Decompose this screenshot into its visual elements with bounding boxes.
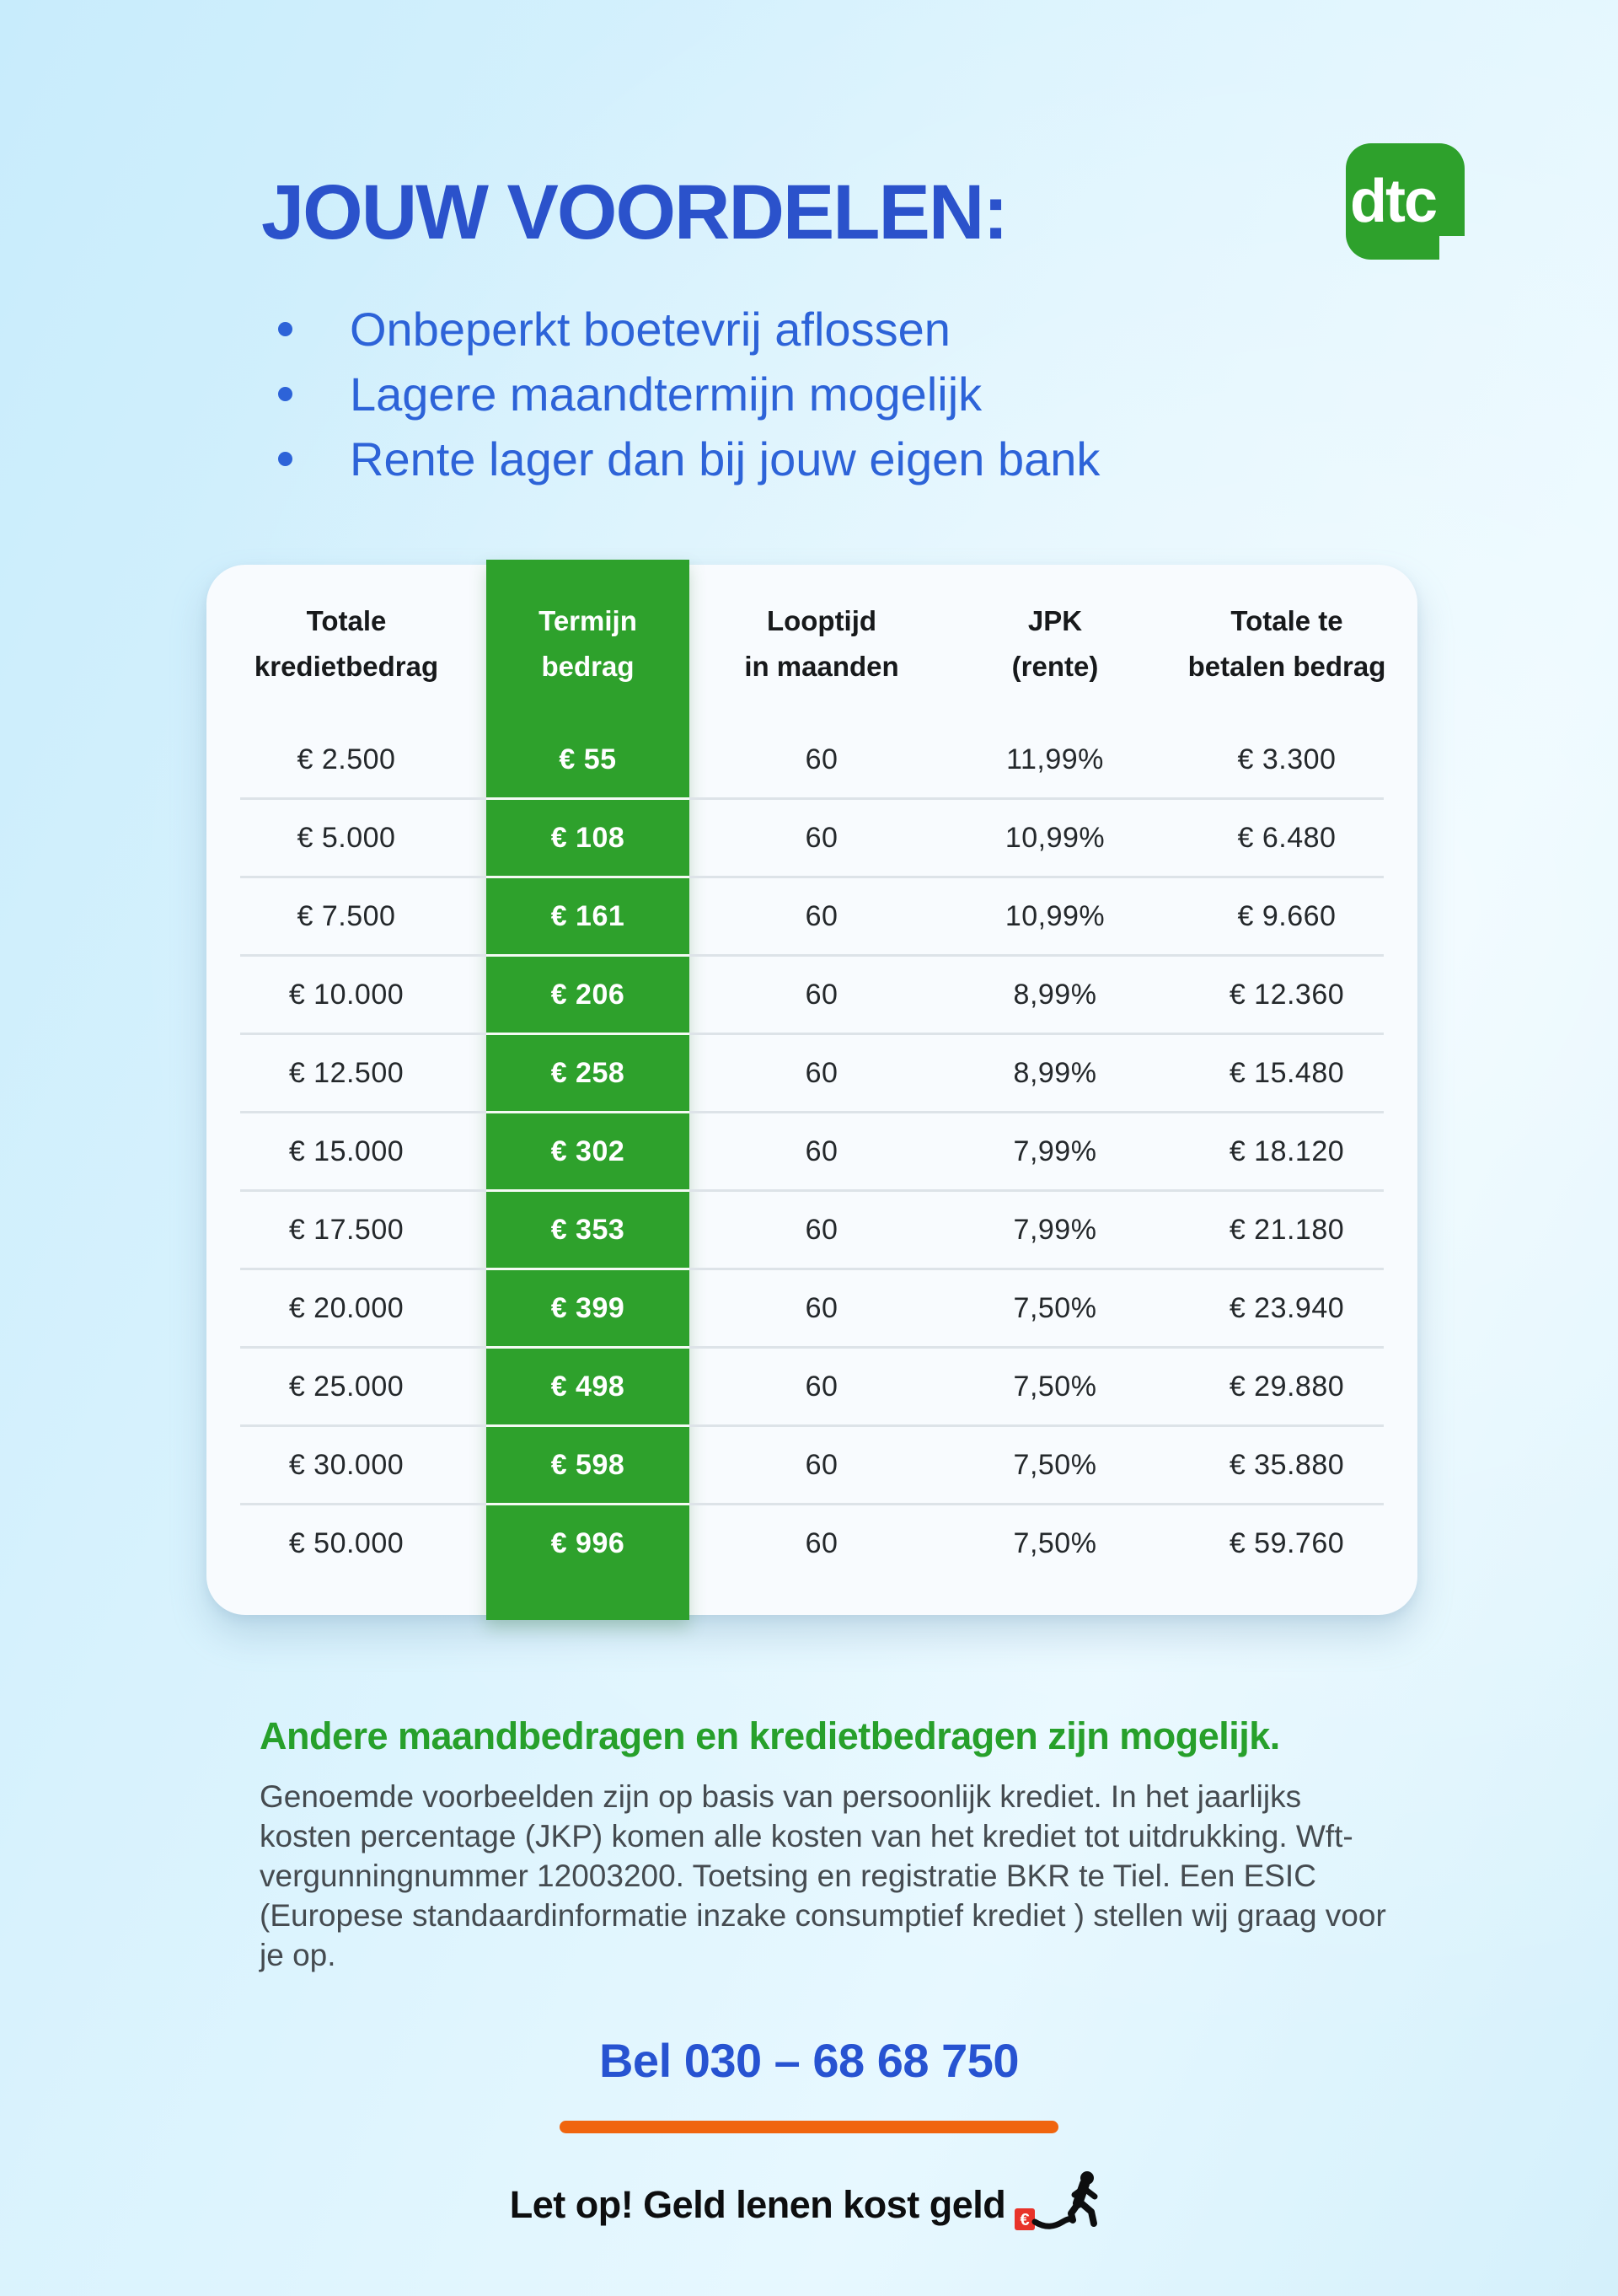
header-cell-totaal: Totale te betalen bedrag [1187, 605, 1386, 682]
table-cell: € 35.880 [1229, 1448, 1345, 1481]
table-cell: € 9.660 [1237, 899, 1337, 932]
header-cell-jkp: JPK (rente) [1011, 605, 1099, 682]
table-cell: € 2.500 [297, 743, 396, 775]
note-heading: Andere maandbedragen en kredietbedragen zijn mogelijk. [260, 1714, 1280, 1757]
table-cell: € 59.760 [1229, 1526, 1345, 1559]
table-cell: € 25.000 [288, 1370, 404, 1403]
table-cell: 60 [805, 1526, 838, 1559]
page-title: JOUW VOORDELEN: [261, 169, 1007, 255]
table-cell: € 996 [550, 1526, 625, 1559]
table-cell: € 18.120 [1229, 1135, 1345, 1167]
table-cell: € 15.480 [1229, 1056, 1345, 1089]
table-cell: 60 [805, 821, 838, 854]
table-row [206, 1113, 1417, 1189]
dtc-logo-text: dtc [1350, 168, 1436, 235]
table-cell: 60 [805, 978, 838, 1011]
benefit-label: Onbeperkt boetevrij aflossen [350, 303, 951, 356]
benefit-label: Rente lager dan bij jouw eigen bank [350, 432, 1101, 485]
table-cell: € 3.300 [1237, 743, 1337, 775]
table-cell: € 302 [550, 1135, 625, 1167]
svg-text:€: € [1020, 2211, 1030, 2229]
table-row [206, 1035, 1417, 1111]
table-row [206, 1192, 1417, 1268]
table-cell: € 258 [550, 1056, 625, 1089]
table-cell: 60 [805, 1448, 838, 1481]
bullet-dot-icon [278, 452, 292, 466]
benefit-item [278, 426, 1100, 491]
table-cell: 7,50% [1013, 1448, 1097, 1481]
benefit-label: Lagere maandtermijn mogelijk [350, 367, 983, 421]
benefit-item [278, 362, 1100, 426]
table-cell: € 206 [550, 978, 625, 1011]
table-cell: 7,99% [1013, 1213, 1097, 1246]
dtc-logo-icon [1346, 143, 1465, 260]
bullet-dot-icon [278, 322, 292, 336]
table-cell: € 50.000 [288, 1526, 404, 1559]
table-row [206, 1270, 1417, 1346]
table-cell: € 7.500 [297, 899, 396, 932]
table-cell: 7,50% [1013, 1291, 1097, 1324]
table-cell: € 17.500 [288, 1213, 404, 1246]
table-cell: 60 [805, 899, 838, 932]
table-cell: € 598 [550, 1448, 625, 1481]
table-cell: 8,99% [1013, 1056, 1097, 1089]
table-row [206, 957, 1417, 1033]
table-cell: 7,50% [1013, 1526, 1097, 1559]
table-row [206, 1349, 1417, 1424]
bullet-dot-icon [278, 387, 292, 401]
note-paragraph: Genoemde voorbeelden zijn op basis van persoonlijk krediet. In het jaarlijks kosten percentage (JKP) komen alle kosten van het krediet tot uitdrukking. Wft-vergunningnummer 12003200. Toetsing en registratie BKR te Tiel. Een ESIC (Europese standaardinformatie inzake consumptief krediet ) stellen wij graag voor je op. [260, 1779, 1386, 1972]
table-cell: € 29.880 [1229, 1370, 1345, 1403]
table-cell: € 498 [550, 1370, 625, 1403]
table-cell: € 30.000 [288, 1448, 404, 1481]
phone-underline-accent [560, 2121, 1058, 2133]
table-cell: € 6.480 [1237, 821, 1337, 854]
table-cell: € 399 [550, 1291, 625, 1324]
rates-table [206, 565, 1417, 1615]
table-cell: € 12.360 [1229, 978, 1345, 1011]
table-row [206, 1505, 1417, 1581]
table-rows [206, 722, 1417, 1581]
header-cell-termijnbedrag: Termijn bedrag [538, 605, 637, 682]
table-cell: 11,99% [1006, 743, 1104, 775]
table-row [206, 722, 1417, 797]
table-cell: € 5.000 [297, 821, 396, 854]
benefit-item [278, 297, 1100, 362]
table-header-row [206, 565, 1417, 722]
table-row [206, 878, 1417, 954]
table-cell: € 353 [550, 1213, 625, 1246]
table-cell: € 12.500 [288, 1056, 404, 1089]
table-cell: 7,99% [1013, 1135, 1097, 1167]
table-cell: 60 [805, 743, 838, 775]
table-cell: € 55 [559, 743, 617, 775]
table-cell: 60 [805, 1056, 838, 1089]
table-cell: € 10.000 [288, 978, 404, 1011]
table-cell: 60 [805, 1135, 838, 1167]
table-row [206, 800, 1417, 876]
table-cell: € 21.180 [1229, 1213, 1345, 1246]
table-cell: 10,99% [1005, 899, 1106, 932]
table-cell: € 108 [550, 821, 625, 854]
table-cell: 60 [805, 1370, 838, 1403]
table-cell: € 161 [550, 899, 625, 932]
benefits-list [278, 297, 1100, 491]
table-cell: € 15.000 [288, 1135, 404, 1167]
table-row [206, 1427, 1417, 1503]
table-cell: 60 [805, 1213, 838, 1246]
table-cell: € 23.940 [1229, 1291, 1345, 1324]
header-cell-kredietbedrag: Totale kredietbedrag [254, 605, 439, 682]
table-cell: 8,99% [1013, 978, 1097, 1011]
table-cell: 7,50% [1013, 1370, 1097, 1403]
table-cell: 10,99% [1005, 821, 1106, 854]
phone-cta: Bel 030 – 68 68 750 [598, 2034, 1020, 2087]
warning-text: Let op! Geld lenen kost geld [509, 2183, 1006, 2226]
table-cell: 60 [805, 1291, 838, 1324]
header-cell-looptijd: Looptijd in maanden [744, 605, 899, 682]
credit-warning [0, 2171, 1618, 2227]
debt-warning-icon [1014, 2171, 1108, 2232]
table-cell: € 20.000 [288, 1291, 404, 1324]
